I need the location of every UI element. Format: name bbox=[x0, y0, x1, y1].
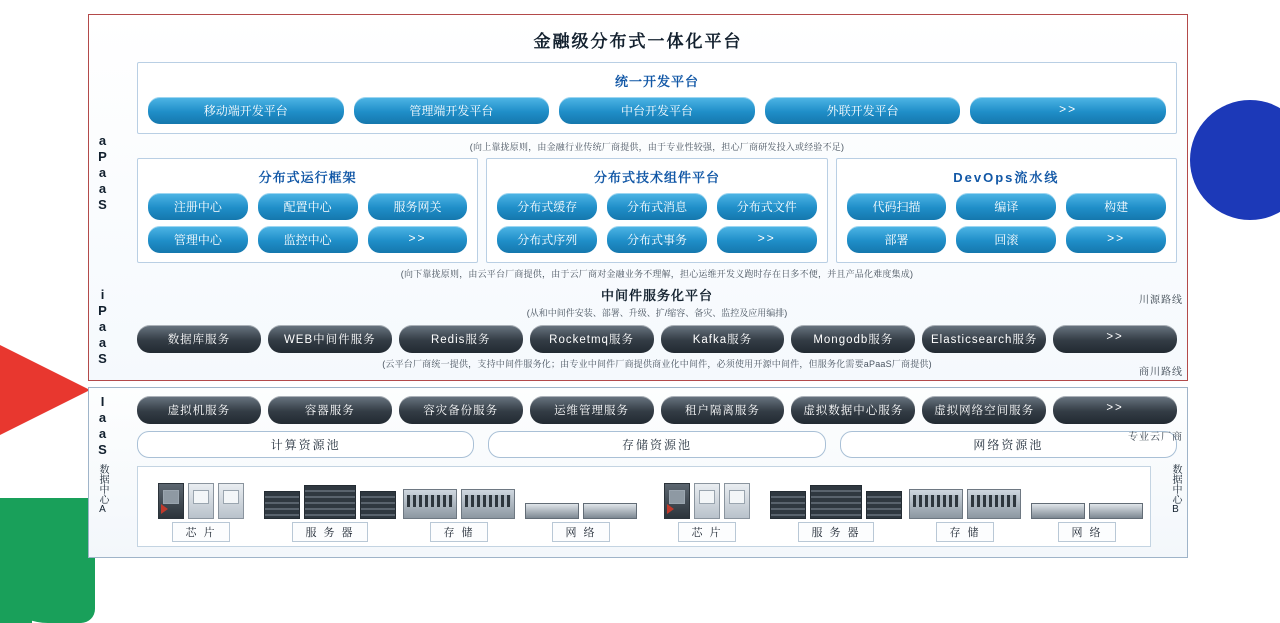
datacenter-hardware bbox=[137, 466, 1151, 547]
devops-row-2 bbox=[847, 226, 1166, 253]
decorative-circle-blue bbox=[1190, 100, 1280, 220]
network-icon bbox=[1031, 503, 1085, 519]
middleware-services-row bbox=[137, 325, 1177, 353]
unified-dev-item-2[interactable]: 管理端开发平台 bbox=[354, 97, 550, 124]
chip-icon bbox=[694, 483, 720, 519]
devops-item-compile[interactable]: 编译 bbox=[956, 193, 1056, 220]
server-icon bbox=[360, 491, 396, 519]
network-icon bbox=[583, 503, 637, 519]
dc-b-server-label: 服 务 器 bbox=[798, 522, 873, 542]
unified-dev-note: (向上靠拢原则，由金融行业传统厂商提供，由于专业性较强，担心厂商研发投入或经验不足) bbox=[469, 142, 845, 152]
unified-dev-item-4[interactable]: 外联开发平台 bbox=[765, 97, 961, 124]
route-note-bottom: 商川路线 bbox=[1139, 367, 1183, 378]
tech-components-section bbox=[486, 158, 827, 263]
iaas-item-vm[interactable]: 虚拟机服务 bbox=[137, 396, 261, 424]
runtime-item-manage[interactable]: 管理中心 bbox=[148, 226, 248, 253]
dc-a-server-group bbox=[264, 473, 396, 542]
runtime-item-register[interactable]: 注册中心 bbox=[148, 193, 248, 220]
dc-a-network-group bbox=[522, 473, 640, 542]
middleware-item-elasticsearch[interactable]: Elasticsearch服务 bbox=[922, 325, 1046, 353]
tech-components-row-1 bbox=[497, 193, 816, 220]
chip-illustration bbox=[142, 473, 260, 519]
dc-b-storage-label: 存 储 bbox=[936, 522, 993, 542]
network-icon bbox=[525, 503, 579, 519]
runtime-row-2 bbox=[148, 226, 467, 253]
storage-illustration bbox=[906, 473, 1024, 519]
unified-dev-row bbox=[148, 97, 1166, 124]
middleware-subtitle: (从和中间件安装、部署、升级、扩/缩容、备灾、监控及应用编排) bbox=[526, 308, 788, 318]
iaas-item-more[interactable]: >> bbox=[1053, 396, 1177, 424]
dc-b-server-group bbox=[770, 473, 902, 542]
tech-item-file[interactable]: 分布式文件 bbox=[717, 193, 817, 220]
storage-icon bbox=[461, 489, 515, 519]
datacenter-a bbox=[138, 467, 644, 546]
tech-item-transaction[interactable]: 分布式事务 bbox=[607, 226, 707, 253]
dc-b-chip-label: 芯 片 bbox=[678, 522, 735, 542]
runtime-item-gateway[interactable]: 服务网关 bbox=[368, 193, 468, 220]
iaas-services-row bbox=[137, 396, 1177, 424]
dc-b-storage-group bbox=[906, 473, 1024, 542]
network-illustration bbox=[522, 473, 640, 519]
middleware-item-rocketmq[interactable]: Rocketmq服务 bbox=[530, 325, 654, 353]
middleware-item-kafka[interactable]: Kafka服务 bbox=[661, 325, 785, 353]
tech-components-title: 分布式技术组件平台 bbox=[593, 170, 720, 185]
iaas-item-ops[interactable]: 运维管理服务 bbox=[530, 396, 654, 424]
tech-item-message[interactable]: 分布式消息 bbox=[607, 193, 707, 220]
datacenter-b bbox=[644, 467, 1150, 546]
runtime-row-1 bbox=[148, 193, 467, 220]
runtime-item-monitor[interactable]: 监控中心 bbox=[258, 226, 358, 253]
pool-compute[interactable]: 计算资源池 bbox=[137, 431, 474, 458]
middleware-item-redis[interactable]: Redis服务 bbox=[399, 325, 523, 353]
server-icon bbox=[770, 491, 806, 519]
network-illustration bbox=[1028, 473, 1146, 519]
devops-item-more[interactable]: >> bbox=[1066, 226, 1166, 253]
storage-icon bbox=[403, 489, 457, 519]
page-title: 金融级分布式一体化平台 bbox=[533, 32, 743, 51]
middleware-item-more[interactable]: >> bbox=[1053, 325, 1177, 353]
dc-b-network-label: 网 络 bbox=[1058, 522, 1115, 542]
dc-a-network-label: 网 络 bbox=[552, 522, 609, 542]
chip-icon bbox=[218, 483, 244, 519]
iaas-item-container[interactable]: 容器服务 bbox=[268, 396, 392, 424]
devops-item-build[interactable]: 构建 bbox=[1066, 193, 1166, 220]
decorative-shape-green bbox=[0, 498, 95, 623]
storage-icon bbox=[909, 489, 963, 519]
devops-title: DevOps流水线 bbox=[953, 170, 1060, 185]
runtime-item-more[interactable]: >> bbox=[368, 226, 468, 253]
chip-icon bbox=[188, 483, 214, 519]
layer-label-apaas: aPaaS bbox=[95, 133, 110, 213]
dc-a-server-label: 服 务 器 bbox=[292, 522, 367, 542]
storage-icon bbox=[967, 489, 1021, 519]
middleware-note-bottom: (云平台厂商统一提供，支持中间件服务化；由专业中间件厂商提供商业化中间件，必须使用开源中间件，但服务化需要aPaaS厂商提供) bbox=[382, 359, 932, 369]
storage-illustration bbox=[400, 473, 518, 519]
dc-a-chip-group bbox=[142, 473, 260, 542]
server-icon bbox=[264, 491, 300, 519]
chip-icon bbox=[724, 483, 750, 519]
devops-item-rollback[interactable]: 回滚 bbox=[956, 226, 1056, 253]
tech-item-sequence[interactable]: 分布式序列 bbox=[497, 226, 597, 253]
chip-illustration bbox=[648, 473, 766, 519]
pool-storage[interactable]: 存储资源池 bbox=[488, 431, 825, 458]
route-note-top: 川源路线 bbox=[1139, 295, 1183, 306]
unified-dev-item-3[interactable]: 中台开发平台 bbox=[559, 97, 755, 124]
dc-a-storage-group bbox=[400, 473, 518, 542]
iaas-item-tenant-isolation[interactable]: 租户隔离服务 bbox=[661, 396, 785, 424]
server-icon bbox=[810, 485, 862, 519]
chip-icon bbox=[664, 483, 690, 519]
middle-sections bbox=[137, 158, 1177, 263]
dc-a-storage-label: 存 储 bbox=[430, 522, 487, 542]
dc-b-network-group bbox=[1028, 473, 1146, 542]
devops-item-codescan[interactable]: 代码扫描 bbox=[847, 193, 947, 220]
iaas-item-virtual-datacenter[interactable]: 虚拟数据中心服务 bbox=[791, 396, 915, 424]
diagram-frame bbox=[88, 14, 1188, 558]
devops-item-deploy[interactable]: 部署 bbox=[847, 226, 947, 253]
decorative-triangle-red bbox=[0, 310, 90, 470]
unified-dev-section bbox=[137, 62, 1177, 134]
iaas-panel bbox=[88, 387, 1188, 558]
tech-components-row-2 bbox=[497, 226, 816, 253]
unified-dev-title: 统一开发平台 bbox=[614, 74, 699, 89]
iaas-item-dr-backup[interactable]: 容灾备份服务 bbox=[399, 396, 523, 424]
unified-dev-item-more[interactable]: >> bbox=[970, 97, 1166, 124]
iaas-item-virtual-network[interactable]: 虚拟网络空间服务 bbox=[922, 396, 1046, 424]
middleware-item-web[interactable]: WEB中间件服务 bbox=[268, 325, 392, 353]
layer-label-ipaas: iPaaS bbox=[95, 287, 110, 367]
server-icon bbox=[866, 491, 902, 519]
tech-item-more[interactable]: >> bbox=[717, 226, 817, 253]
middleware-title: 中间件服务化平台 bbox=[600, 288, 713, 303]
unified-dev-item-1[interactable]: 移动端开发平台 bbox=[148, 97, 344, 124]
middleware-note-top: (向下靠拢原则，由云平台厂商提供，由于云厂商对金融业务不理解，担心运维开发义跑时存在日多不便，并且产品化难度集成) bbox=[400, 269, 914, 279]
dc-a-chip-label: 芯 片 bbox=[172, 522, 229, 542]
middleware-item-mongodb[interactable]: Mongodb服务 bbox=[791, 325, 915, 353]
runtime-framework-title: 分布式运行框架 bbox=[258, 170, 357, 185]
datacenter-label-a: 数据中心A bbox=[97, 464, 108, 515]
server-icon bbox=[304, 485, 356, 519]
platform-panel bbox=[88, 14, 1188, 381]
vendor-note: 专业云厂商 bbox=[1128, 432, 1183, 443]
tech-item-cache[interactable]: 分布式缓存 bbox=[497, 193, 597, 220]
runtime-framework-section bbox=[137, 158, 478, 263]
network-icon bbox=[1089, 503, 1143, 519]
devops-row-1 bbox=[847, 193, 1166, 220]
layer-label-iaas: IaaS bbox=[95, 394, 110, 458]
dc-b-chip-group bbox=[648, 473, 766, 542]
resource-pools-row bbox=[137, 431, 1177, 458]
runtime-item-config[interactable]: 配置中心 bbox=[258, 193, 358, 220]
middleware-header bbox=[137, 285, 1177, 319]
server-illustration bbox=[264, 473, 396, 519]
pool-network[interactable]: 网络资源池 bbox=[840, 431, 1177, 458]
server-illustration bbox=[770, 473, 902, 519]
middleware-item-database[interactable]: 数据库服务 bbox=[137, 325, 261, 353]
devops-section bbox=[836, 158, 1177, 263]
chip-icon bbox=[158, 483, 184, 519]
datacenter-label-b: 数据中心B bbox=[1170, 464, 1181, 515]
